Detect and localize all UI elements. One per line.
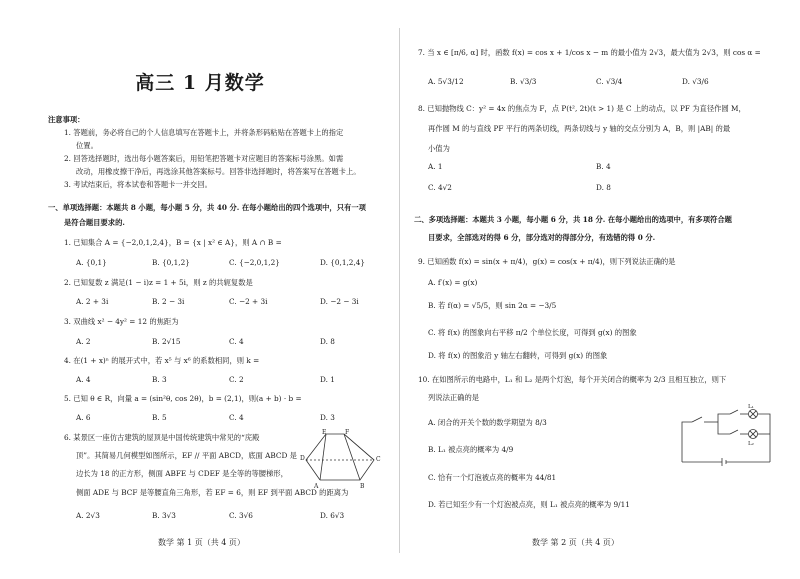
q1-stem: 1. 已知集合 A = {−2,0,1,2,4}，B = {x | x² ∈ A}，则 A ∩ B = [64, 238, 282, 247]
q5-option-a: A. 6 [76, 413, 91, 422]
circuit-switch-3 [730, 430, 738, 434]
circuit-switch-1 [692, 417, 702, 422]
q4-option-a: A. 4 [76, 375, 91, 384]
q4-stem: 4. 在(1 + x)ⁿ 的展开式中，若 x⁵ 与 x⁶ 的系数相同，则 k = [64, 356, 260, 365]
q8-line-3: 小值为 [428, 144, 450, 153]
label-b: B [360, 483, 365, 490]
notice-item-2-line-1: 2. 回答选择题时，选出每小题答案后，用铅笔把答题卡对应题目的答案标号涂黑。如需 [64, 154, 344, 163]
q1-option-b: B. {0,1,2} [152, 258, 190, 267]
section-2-heading-line-2: 目要求，全部选对的得 6 分，部分选对的得部分分，有选错的得 0 分. [428, 233, 656, 242]
roof-figure [298, 428, 390, 490]
q6-line-1: 6. 某景区一座仿古建筑的屋顶是中国传统建筑中常见的“庑殿 [64, 433, 260, 442]
q2-option-b: B. 2 − 3i [152, 297, 185, 306]
q2-stem: 2. 已知复数 z 满足(1 − i)z = 1 + 5i，则 z 的共轭复数是 [64, 278, 253, 287]
label-c: C [376, 456, 381, 463]
label-e: E [322, 429, 327, 436]
q6-line-2: 顶”。其简易几何模型如图所示，EF // 平面 ABCD，底面 ABCD 是 [76, 451, 297, 460]
q5-stem: 5. 已知 θ ∈ R，向量 a = (sin²θ, cos 2θ)，b = (2,1)，则(a + b) · b = [64, 394, 302, 403]
section-2-heading-line-1: 二、多项选择题：本题共 3 小题，每小题 6 分，共 18 分. 在每小题给出的选项中，有多项符合题 [414, 215, 732, 224]
q10-option-a: A. 闭合的开关个数的数学期望为 8/3 [428, 418, 547, 427]
q6-option-a: A. 2√3 [76, 511, 100, 520]
q9-option-c: C. 将 f(x) 的图象向右平移 π/2 个单位长度，可得到 g(x) 的图象 [428, 328, 637, 337]
label-d: D [300, 455, 305, 462]
q8-line-1: 8. 已知抛物线 C：y² = 4x 的焦点为 F，点 P(t², 2t)(t > 1) 是 C 上的动点，以 PF 为直径作圆 M， [418, 104, 746, 113]
notice-heading: 注意事项： [48, 115, 85, 124]
circuit-wire-lower-branch [718, 422, 730, 434]
q1-option-d: D. {0,1,2,4} [320, 258, 366, 267]
q8-option-c: C. 4√2 [428, 183, 452, 192]
circuit-figure [678, 404, 776, 470]
q1-option-a: A. {0,1} [76, 258, 107, 267]
q10-option-d: D. 若已知至少有一个灯泡被点亮，则 L₁ 被点亮的概率为 9/11 [428, 500, 630, 509]
roof-outline [306, 434, 374, 480]
q8-option-d: D. 8 [596, 183, 611, 192]
q3-option-b: B. 2√15 [152, 337, 181, 346]
circuit-wire-right [758, 414, 770, 462]
label-l2: L₂ [748, 441, 754, 447]
label-f: F [345, 429, 350, 436]
q2-option-c: C. −2 + 3i [229, 297, 268, 306]
notice-item-3: 3. 考试结束后，将本试卷和答题卡一并交回。 [64, 180, 212, 189]
q7-stem: 7. 当 x ∈ [π/6, α] 时，函数 f(x) = cos x + 1/cos x − m 的最小值为 2√3，最大值为 2√3，则 cos α = [418, 48, 761, 57]
q4-option-c: C. 2 [229, 375, 244, 384]
q6-option-b: B. 3√3 [152, 511, 176, 520]
q8-option-b: B. 4 [596, 162, 611, 171]
q5-option-c: C. 4 [229, 413, 244, 422]
q7-option-b: B. √3/3 [510, 77, 537, 86]
footer-page-1: 数学 第 1 页（共 4 页） [158, 538, 245, 547]
q1-option-c: C. {−2,0,1,2} [229, 258, 280, 267]
q10-line-1: 10. 在如图所示的电路中，L₁ 和 L₂ 是两个灯泡，每个开关闭合的概率为 2/3 且相互独立，则下 [418, 375, 727, 384]
label-a: A [314, 483, 319, 490]
q8-line-2: 再作圆 M 的与直线 PF 平行的两条切线，两条切线与 y 轴的交点分别为 A，B，则 |AB| 的最 [428, 124, 731, 133]
q7-option-d: D. √3/6 [682, 77, 709, 86]
notice-item-2-line-2: 改动，用橡皮擦干净后，再选涂其他答案标号。回答非选择题时，将答案写在答题卡上。 [76, 167, 361, 176]
page-right [400, 0, 800, 579]
q9-option-a: A. f′(x) = g(x) [428, 278, 478, 287]
q7-option-c: C. √3/4 [596, 77, 623, 86]
notice-item-1-line-1: 1. 答题前，务必将自己的个人信息填写在答题卡上，并将条形码粘贴在答题卡上的指定 [64, 128, 344, 137]
q5-option-b: B. 5 [152, 413, 167, 422]
q3-option-d: D. 8 [320, 337, 335, 346]
q4-option-b: B. 3 [152, 375, 167, 384]
q2-option-a: A. 2 + 3i [76, 297, 109, 306]
footer-page-2: 数学 第 2 页（共 4 页） [532, 538, 619, 547]
q6-option-d: D. 6√3 [320, 511, 345, 520]
circuit-wire-upper-branch [718, 414, 730, 422]
q6-line-4: 侧面 ADE 与 BCF 是等腰直角三角形，若 EF = 6，则 EF 到平面 ABCD 的距离为 [76, 488, 349, 497]
q9-stem: 9. 已知函数 f(x) = sin(x + π/4)，g(x) = cos(x + π/4)，则下列说法正确的是 [418, 257, 676, 266]
label-l1: L₁ [748, 404, 754, 410]
q3-option-c: C. 4 [229, 337, 244, 346]
q3-stem: 3. 双曲线 x² − 4y² = 12 的焦距为 [64, 317, 179, 326]
circuit-wire-left [682, 422, 692, 462]
q8-option-a: A. 1 [428, 162, 443, 171]
q10-line-2: 列说法正确的是 [428, 393, 480, 402]
q9-option-d: D. 将 f(x) 的图象沿 y 轴左右翻转，可得到 g(x) 的图象 [428, 351, 608, 360]
q10-option-c: C. 恰有一个灯泡被点亮的概率为 44/81 [428, 473, 557, 482]
q2-option-d: D. −2 − 3i [320, 297, 359, 306]
notice-item-1-line-2: 位置。 [76, 141, 98, 150]
q9-option-b: B. 若 f(α) = √5/5，则 sin 2α = −3/5 [428, 301, 557, 310]
circuit-switch-2 [730, 410, 738, 414]
q3-option-a: A. 2 [76, 337, 91, 346]
q6-option-c: C. 3√6 [229, 511, 253, 520]
q7-option-a: A. 5√3/12 [428, 77, 464, 86]
section-1-heading-line-1: 一、单项选择题：本题共 8 小题，每小题 5 分，共 40 分. 在每小题给出的四个选项中，只有一项 [48, 203, 366, 212]
q10-option-b: B. L₁ 被点亮的概率为 4/9 [428, 445, 514, 454]
q5-option-d: D. 3 [320, 413, 335, 422]
section-1-heading-line-2: 是符合题目要求的. [64, 218, 125, 227]
q6-line-3: 边长为 18 的正方形，侧面 ABFE 与 CDEF 是全等的等腰梯形， [76, 469, 288, 478]
q4-option-d: D. 1 [320, 375, 335, 384]
exam-title: 高三 1 月数学 [135, 72, 265, 94]
